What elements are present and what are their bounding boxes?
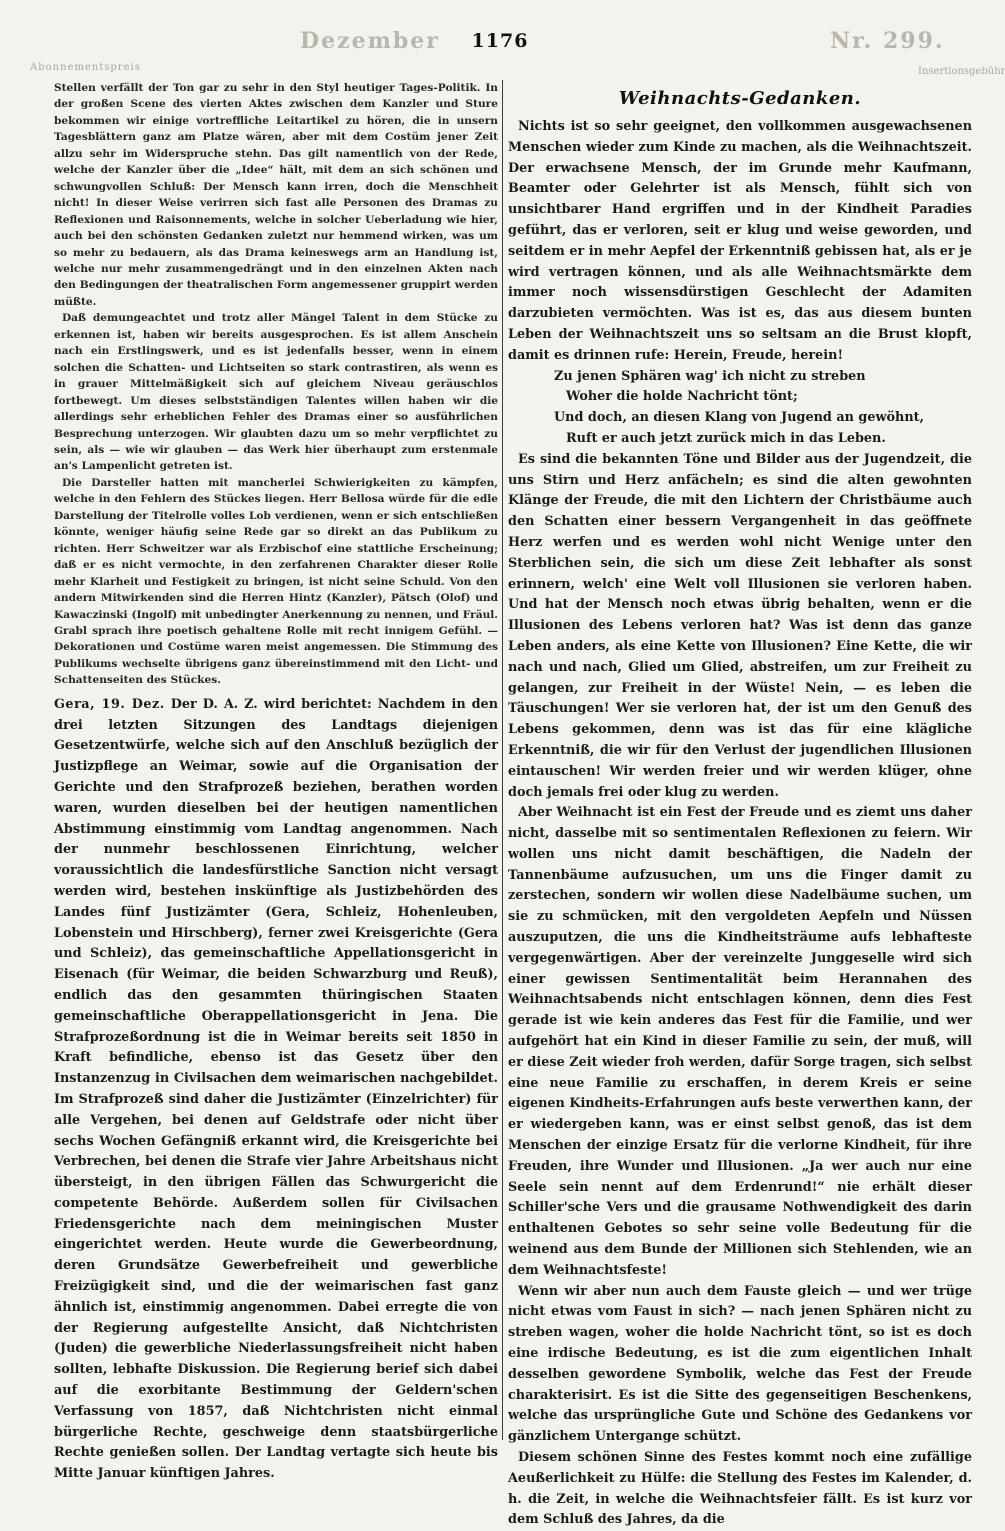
verse-line: Woher die holde Nachricht tönt; (566, 389, 798, 405)
review-paragraph: Stellen verfällt der Ton gar zu sehr in den Styl heutiger Tages-Politik. In der großen Scene des vierten Aktes zwischen dem Kanzler und Sture bekommen wir einige vortreffliche Leitartikel zu hören, die in unsern Tagesblättern ganz am Platze wären, aber mit dem Costüm jener Zeit allzu sehr im Widerspruche stehn. Das gilt namentlich von der Rede, welche der Kanzler über die „Idee“ hält, mit dem an sich schönen und schwungvollen Schluß: Der Mensch kann irren, doch die Menschheit nicht! In dieser Weise verirren sich fast alle Personen des Dramas zu Reflexionen und Raisonnements, welche in solcher Ueberladung wie hier, auch bei den schönsten Gedanken zuletzt nur hemmend wirken, was um so mehr zu bedauern, als das Drama keineswegs arm an Handlung ist, welche nur mehr zusammengedrängt und in den einzelnen Akten nach den Bedingungen der theatralischen Form angemessener gruppirt werden müßte. (54, 82, 498, 308)
bleed-label-right: Insertionsgebühr (918, 66, 1005, 77)
column-divider (502, 80, 503, 1440)
right-column (508, 80, 972, 1528)
bleed-header-left: Dezember (300, 28, 440, 54)
bleed-label-left: Abonnementspreis (30, 62, 141, 73)
review-paragraph: Daß demungeachtet und trotz aller Mängel Talent in dem Stücke zu erkennen ist, haben wir bereits ausgesprochen. Es ist allem Anschein nach ein Erstlingswerk, und es ist jedenfalls besser, wenn in einem solchen die Schatten- und Lichtseiten so stark contrastiren, als wenn es in grauer Mittelmäßigkeit sich auf gleichem Niveau geräuschlos fortbewegt. Um dieses selbstständigen Talentes willen haben wir die allerdings sehr erheblichen Fehler des Dramas einer so ausführlichen Besprechung unterzogen. Wir glaubten dazu um so mehr verpflichtet zu sein, als — wie wir glauben — das Werk hier überhaupt zum erstenmale an's Lampenlicht getreten ist. (54, 312, 498, 473)
news-text: Der D. A. Z. wird berichtet: Nachdem in den drei letzten Sitzungen des Landtags diejenigen Gesetzentwürfe, welche sich auf den Anschluß bezüglich der Justizpflege an Weimar, sowie auf die Organisation der Gerichte und den Strafprozeß beziehen, berathen worden waren, wurden dieselben bei der heutigen namentlichen Abstimmung einstimmig vom Landtag angenommen. Nach der nunmehr beschlossenen Einrichtung, welcher voraussichtlich die landesfürstliche Sanction nicht versagt werden wird, bestehen inskünftige als Justizbehörden des Landes fünf Justizämter (Gera, Schleiz, Hohenleuben, Lobenstein und Hirschberg), ferner zwei Kreisgerichte (Gera und Schleiz), das gemeinschaftliche Appellationsgericht in Eisenach (für Weimar, die beiden Schwarzburg und Reuß), endlich das den gesammten thüringischen Staaten gemeinschaftliche Oberappellationsgericht in Jena. Die Strafprozeßordnung ist die in Weimar bereits seit 1850 in Kraft befindliche, ebenso ist das Gesetz über den Instanzenzug in Civilsachen dem weimarischen nachgebildet. Im Strafprozeß sind daher die Justizämter (Einzelrichter) für alle Vergehen, bei denen auf Geldstrafe oder nicht über sechs Wochen Gefängniß erkannt wird, die Kreisgerichte bei Verbrechen, bei denen die Strafe vier Jahre Arbeitshaus nicht übersteigt, in den übrigen Fällen das Schwurgericht die competente Behörde. Außerdem sollen für Civilsachen Friedensgerichte nach dem meiningischen Muster eingerichtet werden. Heute wurde die Gewerbeordnung, deren Grundsätze Gewerbefreiheit und gewerbliche Freizügigkeit sind, und die der weimarischen fast ganz ähnlich ist, einstimmig angenommen. Dabei erregte die von der Regierung aufgestellte Ansicht, daß Nichtchristen (Juden) die gewerbliche Niederlassungsfreiheit nicht haben sollten, lebhafte Diskussion. Die Regierung berief sich dabei auf die exorbitante Bestimmung der Geldern'schen Verfassung von 1857, daß Nichtchristen nicht einmal bürgerliche Rechte, geschweige denn staatsbürgerliche Rechte genießen sollen. Der Landtag vertagte sich heute bis Mitte Januar künftigen Jahres. (54, 696, 498, 1482)
article-paragraph: Diesem schönen Sinne des Festes kommt noch eine zufällige Aeußerlichkeit zu Hülfe: die Stellung des Festes im Kalender, d. h. die Zeit, in welche die Weihnachtsfeier fällt. Es ist kurz vor dem Schluß des Jahres, da die (508, 1450, 972, 1528)
article-paragraph: Wenn wir aber nun auch dem Fauste gleich — und wer trüge nicht etwas vom Faust in sich? — nach jenen Sphären nicht zu streben wagen, woher die holde Nachricht tönt, so ist es doch eine irdische Bedeutung, es ist die zum eigentlichen Inhalt desselben gewordene Symbolik, welche das Fest der Freude charakterisirt. Es ist die Sitte des gegenseitigen Beschenkens, welche das ursprüngliche Gute und Schöne des Gedankens vor gänzlichem Untergange schützt. (508, 1283, 972, 1445)
page-number: 1176 (471, 30, 529, 52)
left-column (54, 80, 498, 1482)
news-dateline: Gera, 19. Dez. (54, 696, 165, 712)
article-title: Weihnachts-Gedanken. (618, 88, 862, 109)
review-paragraph: Die Darsteller hatten mit mancherlei Schwierigkeiten zu kämpfen, welche in den Fehlern des Stückes liegen. Herr Bellosa würde für die edle Darstellung der Titelrolle volles Lob verdienen, wenn er sich entschließen könnte, weniger häufig seine Rede gar so direkt an das Publikum zu richten. Herr Schweitzer war als Erzbischof eine stattliche Erscheinung; daß er es nicht vermochte, in den zerfahrenen Charakter dieser Rolle mehr Klarheit und Festigkeit zu bringen, ist nicht seine Schuld. Von den andern Mitwirkenden sind die Herren Hintz (Kanzler), Pätsch (Olof) und Kawaczinski (Ingolf) mit unbedingter Anerkennung zu nennen, und Fräul. Grabl sprach ihre poetisch gehaltene Rolle mit recht innigem Gefühl. — Dekorationen und Costüme waren meist angemessen. Die Stimmung des Publikums wechselte übrigens ganz übereinstimmend mit den Licht- und Schattenseiten des Stückes. (54, 476, 498, 687)
article-paragraph: Nichts ist so sehr geeignet, den vollkommen ausgewachsenen Menschen wieder zum Kinde zu machen, als die Weihnachtszeit. Der erwachsene Mensch, der im Grunde mehr Kaufmann, Beamter oder Gelehrter ist als Mensch, fühlt sich von unsichtbarer Hand ergriffen und in der Kindheit Paradies geführt, das er verloren, seit er klug und weise geworden, und seitdem er in mehr Aepfel der Erkenntniß gebissen hat, als er je wird vertragen können, und als alle Weihnachtsmärkte dem immer noch wissensdürstigen Geschlecht der Adamiten darzubieten vermöchten. Was ist es, das aus diesem bunten Leben der Weihnachtszeit uns so seltsam an die Brust klopft, damit es drinnen rufe: Herein, Freude, herein! (508, 119, 972, 363)
bleed-header-right: Nr. 299. (830, 28, 945, 54)
verse-line: Ruft er auch jetzt zurück mich in das Leben. (566, 430, 886, 446)
verse-line: Zu jenen Sphären wag' ich nicht zu streben (554, 368, 866, 384)
article-paragraph: Es sind die bekannten Töne und Bilder aus der Jugendzeit, die uns Stirn und Herz anfächeln; es sind die alten gewohnten Klänge der Freude, die mit den Lichtern der Christbäume auch den Schatten einer bessern Vergangenheit in das geöffnete Herz werfen und es werden wohl nicht Wenige unter den Sterblichen sein, die sich um diese Zeit lebhafter als sonst erinnern, welch' eine Welt voll Illusionen sie verloren haben. Und hat der Mensch noch etwas übrig behalten, wenn er die Illusionen des Lebens verloren hat? Was ist denn das ganze Leben anders, als eine Kette von Illusionen? Eine Kette, die wir nach und nach, Glied um Glied, abstreifen, um zur Freiheit zu gelangen, zur Freiheit in der Wüste! Nein, — es leben die Täuschungen! Wer sie verloren hat, der ist um den Genuß des Lebens gekommen, denn was ist das für eine klägliche Erkenntniß, die wir für den Verlust der jugendlichen Illusionen eintauschen! Wir werden freier und wir werden klüger, ohne doch jemals frei oder klug zu werden. (508, 451, 972, 800)
article-paragraph: Aber Weihnacht ist ein Fest der Freude und es ziemt uns daher nicht, dasselbe mit so sentimentalen Reflexionen zu feiern. Wir wollen uns nicht damit beschäftigen, die Nadeln der Tannenbäume aufzusuchen, um uns die Finger damit zu zerstechen, sondern wir wollen diese Nadelbäume suchen, um sie zu schmücken, mit den vergoldeten Aepfeln und Nüssen auszuputzen, die uns die Kindheitsträume aufs lebhafteste vergegenwärtigen. Aber der vereinzelte Junggeselle wird sich einer gewissen Sentimentalität beim Herannahen des Weihnachtsabends nicht entschlagen können, denn dies Fest gerade ist wie kein anderes das Fest für die Familie, und wer aufgehört hat ein Kind in dieser Familie zu sein, der muß, will er diese Zeit wieder froh werden, dafür Sorge tragen, sich selbst eine neue Familie zu erschaffen, in derem Kreis er seine eigenen Kindheits-Erfahrungen aufs beste verwerthen kann, der er wiedergeben kann, was er einst selbst genoß, das ist dem Menschen der einzige Ersatz für die verlorne Kindheit, für ihre Freuden, ihre Wunder und Illusionen. „Ja wer auch nur eine Seele sein nennt auf dem Erdenrund!“ nie erhält dieser Schiller'sche Vers und die grausame Nothwendigkeit des darin enthaltenen Gebotes so sehr seine volle Bedeutung für die weinend aus dem Bunde der Millionen sich Stehlenden, wie an dem Weihnachtsfeste! (508, 805, 972, 1278)
verse-quote (508, 367, 972, 450)
news-item-gera (54, 695, 498, 1485)
verse-line: Und doch, an diesen Klang von Jugend an gewöhnt, (554, 410, 924, 426)
